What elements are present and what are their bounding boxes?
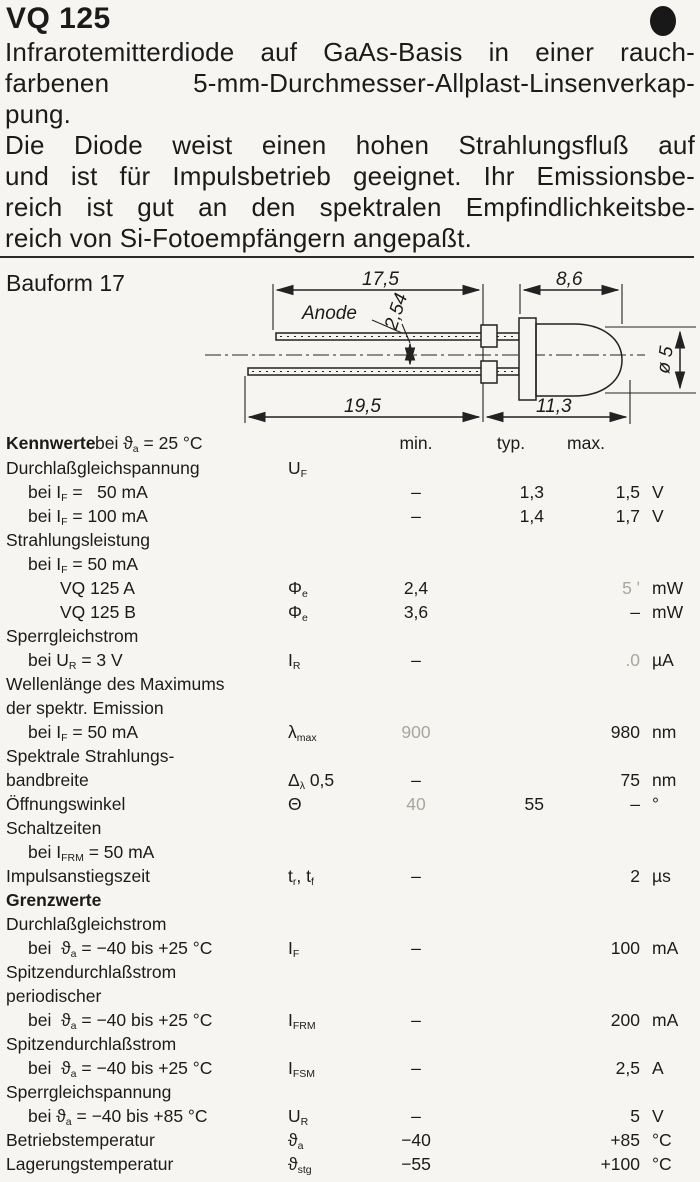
table-row [0, 480, 700, 504]
row-label: Öffnungswinkel [6, 794, 126, 814]
intro-line: reich ist gut an den spektralen Empfindlichkeitsbe- [5, 192, 695, 222]
max-value: 980 [610, 722, 640, 742]
min-value: – [411, 770, 421, 790]
table-row [0, 456, 700, 480]
max-value: +85 [610, 1130, 640, 1150]
max-value: 200 [610, 1010, 640, 1030]
table-row [0, 600, 700, 624]
row-label: Lagerungstemperatur [6, 1154, 174, 1174]
min-value: – [411, 482, 421, 502]
unit-value: °C [652, 1154, 672, 1174]
min-value: – [411, 1106, 421, 1126]
table-row [0, 672, 700, 696]
row-label: bei $I_F = 50$ mA [28, 722, 139, 744]
table-row [0, 1128, 700, 1152]
table-row [0, 792, 700, 816]
punch-hole-mark [650, 6, 676, 36]
row-label: bei $ϑ_a = -40$ bis +25 °C [28, 1010, 213, 1032]
dim-label-8-6: 8,6 [556, 269, 583, 290]
unit-value: °C [652, 1130, 672, 1150]
page-title: VQ 125 [6, 2, 111, 35]
dim-label-11-3: 11,3 [536, 396, 572, 417]
row-label: Wellenlänge des Maximums [6, 674, 225, 694]
min-value: – [411, 506, 421, 526]
row-label: bandbreite [6, 770, 89, 790]
max-value: 100 [610, 938, 640, 958]
min-value: – [411, 1010, 421, 1030]
max-value: – [630, 794, 640, 814]
table-header [0, 430, 700, 456]
header-condition: bei $ϑ_a = 25$ °C [95, 433, 203, 455]
table-row [0, 984, 700, 1008]
unit-value: ° [652, 794, 659, 814]
led-technical-drawing [0, 258, 700, 430]
symbol: $I_{FRM}$ [288, 1010, 316, 1032]
dim-label-17-5: 17,5 [362, 269, 399, 290]
min-value: – [411, 938, 421, 958]
intro-paragraphs [5, 37, 695, 254]
row-label: bei $I_F = 100$ mA [28, 506, 148, 528]
min-value: −40 [401, 1130, 431, 1150]
symbol: $\Delta_\lambda$ 0,5 [288, 770, 335, 792]
table-row [0, 720, 700, 744]
max-value: 5 ʹ [622, 578, 640, 598]
dim-label-diameter: ø 5 [653, 344, 678, 375]
min-value: – [411, 1058, 421, 1078]
row-label: der spektr. Emission [6, 698, 164, 718]
anode-label: Anode [302, 303, 357, 324]
min-value: 900 [401, 722, 431, 742]
max-value: 1,5 [615, 482, 640, 502]
min-value: – [411, 650, 421, 670]
table-row [0, 576, 700, 600]
symbol: $U_F$ [288, 458, 308, 480]
unit-value: µA [652, 650, 674, 670]
min-value: – [411, 866, 421, 886]
max-value: 2 [630, 866, 640, 886]
intro-line: und ist für Impulsbetrieb geeignet. Ihr Emissionsbe- [5, 161, 695, 191]
intro-line: Infrarotemitterdiode auf GaAs-Basis in einer rauch- [5, 37, 695, 67]
row-label: periodischer [6, 986, 102, 1006]
symbol: $I_{FSM}$ [288, 1058, 316, 1080]
row-label: Spitzendurchlaßstrom [6, 1034, 177, 1054]
col-header-min: min. [399, 433, 433, 453]
intro-line: Die Diode weist einen hohen Strahlungsfluß auf [5, 130, 695, 160]
max-value: 75 [620, 770, 640, 790]
dim-label-19-5: 19,5 [344, 396, 381, 417]
intro-paragraph-2 [5, 130, 695, 254]
table-row [0, 696, 700, 720]
unit-value: A [652, 1058, 664, 1078]
table-row [0, 1152, 700, 1176]
row-label: Spektrale Strahlungs- [6, 746, 175, 766]
row-label: Betriebstemperatur [6, 1130, 155, 1150]
unit-value: nm [652, 770, 677, 790]
table-rows [0, 456, 700, 1176]
col-header-max: max. [567, 433, 605, 453]
unit-value: nm [652, 722, 677, 742]
lead-step [481, 361, 497, 383]
intro-line: farbenen 5-mm-Durchmesser-Allplast-Linsenverkap- [5, 68, 695, 98]
max-value: 5 [630, 1106, 640, 1126]
table-row [0, 768, 700, 792]
table-row [0, 1080, 700, 1104]
table-row [0, 912, 700, 936]
row-label: Grenzwerte [6, 890, 102, 910]
table-row [0, 840, 700, 864]
row-label: Impulsanstiegszeit [6, 866, 150, 886]
lens-body [536, 324, 622, 396]
max-value: – [630, 602, 640, 622]
max-value: 1,7 [615, 506, 640, 526]
table-row [0, 528, 700, 552]
lead-step [481, 325, 497, 347]
intro-line: pung. [5, 99, 72, 129]
unit-value: mA [652, 1010, 679, 1030]
row-label: bei $I_F = 50$ mA [28, 482, 148, 504]
row-label: bei $U_R = 3$ V [28, 650, 123, 672]
row-label: Sperrgleichstrom [6, 626, 139, 646]
unit-value: mW [652, 578, 684, 598]
unit-value: mA [652, 938, 679, 958]
table-row [0, 816, 700, 840]
table-row [0, 888, 700, 912]
max-value: +100 [600, 1154, 640, 1174]
table-row [0, 624, 700, 648]
symbol: $\Phi_e$ [288, 578, 308, 600]
unit-value: µs [652, 866, 671, 886]
max-value: .0 [625, 650, 640, 670]
table-row [0, 504, 700, 528]
table-row [0, 648, 700, 672]
min-value: 3,6 [403, 602, 429, 622]
unit-value: V [652, 482, 664, 502]
table-row [0, 552, 700, 576]
symbol: $\Phi_e$ [288, 602, 308, 624]
dim-label-2-54: 2,54 [380, 290, 413, 333]
unit-value: mW [652, 602, 684, 622]
symbol: $ϑ_a$ [288, 1130, 304, 1152]
row-label: VQ 125 A [60, 578, 135, 598]
row-label: Durchlaßgleichspannung [6, 458, 200, 478]
symbol: $U_R$ [288, 1106, 309, 1128]
table-row [0, 1056, 700, 1080]
row-label: bei $ϑ_a = -40$ bis +85 °C [28, 1106, 208, 1128]
symbol: $t_r$, $t_f$ [288, 866, 314, 888]
characteristics-table [0, 430, 700, 1176]
intro-paragraph-1 [5, 37, 695, 130]
table-row [0, 1104, 700, 1128]
min-value: 40 [406, 794, 426, 814]
symbol: $I_R$ [288, 650, 301, 672]
row-label: bei $ϑ_a = -40$ bis +25 °C [28, 938, 213, 960]
min-value: 2,4 [403, 578, 429, 598]
table-row [0, 864, 700, 888]
typ-value: 1,4 [519, 506, 544, 526]
col-header-typ: typ. [496, 433, 526, 453]
row-label: Spitzendurchlaßstrom [6, 962, 177, 982]
bauform-label: Bauform 17 [6, 270, 125, 296]
table-row [0, 1008, 700, 1032]
row-label: Schaltzeiten [6, 818, 102, 838]
symbol: $I_F$ [288, 938, 300, 960]
row-label: bei $I_F = 50$ mA [28, 554, 139, 576]
table-row [0, 744, 700, 768]
row-label: VQ 125 B [60, 602, 136, 622]
symbol: Θ [288, 794, 302, 814]
row-label: Durchlaßgleichstrom [6, 914, 167, 934]
symbol: $ϑ_{stg}$ [288, 1154, 312, 1176]
symbol: $\lambda_{max}$ [288, 722, 317, 744]
section-title-kennwerte: Kennwerte [6, 433, 96, 453]
typ-value: 55 [524, 794, 544, 814]
min-value: −55 [401, 1154, 431, 1174]
flange [519, 318, 536, 400]
unit-value: V [652, 506, 664, 526]
table-row [0, 960, 700, 984]
typ-value: 1,3 [519, 482, 544, 502]
row-label: Strahlungsleistung [6, 530, 150, 550]
max-value: 2,5 [615, 1058, 640, 1078]
table-row [0, 936, 700, 960]
intro-line: reich von Si-Fotoempfängern angepaßt. [5, 223, 472, 253]
unit-value: V [652, 1106, 664, 1126]
package-drawing-section [0, 258, 700, 430]
row-label: Sperrgleichspannung [6, 1082, 172, 1102]
row-label: bei $ϑ_a = -40$ bis +25 °C [28, 1058, 213, 1080]
row-label: bei $I_{FRM} = 50$ mA [28, 842, 155, 864]
table-row [0, 1032, 700, 1056]
